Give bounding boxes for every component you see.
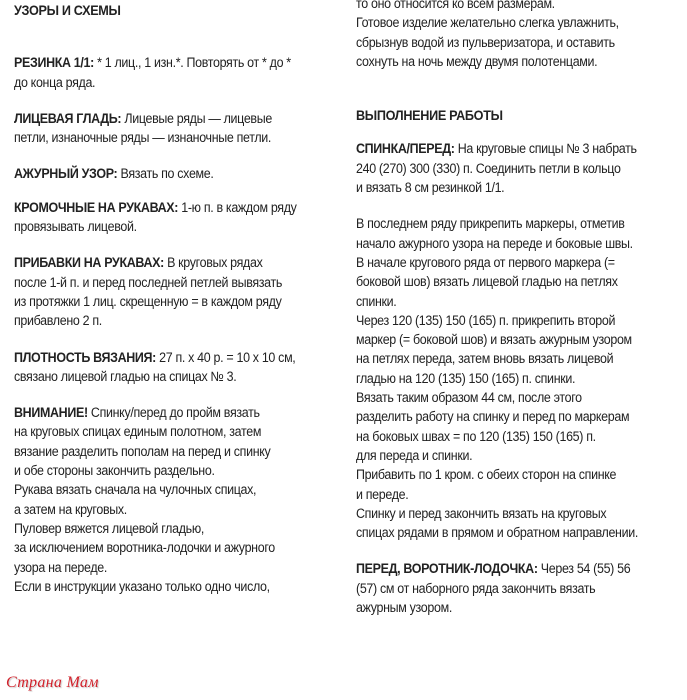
entry-label: СПИНКА/ПЕРЕД:: [356, 141, 455, 157]
entry-label: ЛИЦЕВАЯ ГЛАДЬ:: [14, 110, 122, 126]
entry-text: Спинку/перед до пройм вязать: [87, 405, 260, 421]
entry-text: Вязать по схеме.: [117, 166, 214, 182]
paragraph-line: сохнуть на ночь между двумя полотенцами.: [356, 53, 598, 69]
paragraph-line: Спинку и перед закончить вязать на круговых: [356, 505, 607, 521]
paragraph-line: для переда и спинки.: [356, 447, 473, 463]
entry-text: за исключением воротника-лодочки и ажурного: [14, 540, 275, 556]
entry-back-front: [356, 139, 682, 197]
paragraph-line: сбрызнув водой из пульверизатора, и оставить: [356, 34, 615, 50]
entry-text: Рукава вязать сначала на чулочных спицах,: [14, 482, 257, 498]
entry-text: до конца ряда.: [14, 74, 96, 90]
section-title-work: ВЫПОЛНЕНИЕ РАБОТЫ: [356, 108, 503, 124]
right-column: [356, 0, 682, 617]
paragraph-line: то оно относится ко всем размерам.: [356, 0, 555, 11]
entry-text: провязывать лицевой.: [14, 219, 137, 235]
entry-label: РЕЗИНКА 1/1:: [14, 55, 94, 71]
entry-label: ПЛОТНОСТЬ ВЯЗАНИЯ:: [14, 349, 156, 365]
entry-text: петли, изнаночные ряды — изнаночные петли.: [14, 130, 272, 146]
entry-text: В круговых рядах: [163, 255, 263, 271]
paragraph-line: В начале кругового ряда от первого маркера (=: [356, 254, 615, 270]
entry-selvage: [14, 198, 330, 237]
left-column: [14, 0, 330, 596]
entry-front-collar: [356, 559, 682, 617]
paragraph-line: разделить работу на спинку и перед по маркерам: [356, 409, 630, 425]
entry-rib: [14, 53, 330, 92]
paragraph-line: Вязать таким образом 44 см, после этого: [356, 390, 582, 406]
entry-text: На круговые спицы № 3 набрать: [454, 141, 637, 157]
entry-increases: [14, 253, 330, 330]
instructions-paragraph: [356, 214, 682, 542]
section-title-patterns: УЗОРЫ И СХЕМЫ: [14, 3, 121, 18]
paragraph-line: гладью на 120 (135) 150 (165) п. спинки.: [356, 370, 576, 386]
entry-text: 27 п. х 40 р. = 10 х 10 см,: [155, 349, 296, 365]
entry-text: прибавлено 2 п.: [14, 313, 102, 329]
entry-label: АЖУРНЫЙ УЗОР:: [14, 166, 118, 182]
paragraph-line: Через 120 (135) 150 (165) п. прикрепить второй: [356, 312, 616, 328]
paragraph-line: начало ажурного узора на переде и боковые швы.: [356, 235, 633, 251]
entry-text: вязание разделить пополам на перед и спинку: [14, 443, 271, 459]
paragraph-line: спинки.: [356, 293, 397, 309]
entry-text: после 1-й п. и перед последней петлей вывязать: [14, 274, 283, 290]
entry-label: КРОМОЧНЫЕ НА РУКАВАХ:: [14, 199, 179, 215]
entry-text: и обе стороны закончить раздельно.: [14, 463, 215, 479]
entry-text: связано лицевой гладью на спицах № 3.: [14, 368, 237, 384]
intro-paragraph: [356, 0, 682, 71]
entry-text: ажурным узором.: [356, 600, 452, 616]
entry-text: (57) см от наборного ряда закончить вязать: [356, 580, 596, 596]
paragraph-line: маркер (= боковой шов) и вязать ажурным узором: [356, 332, 632, 348]
entry-attention: [14, 403, 330, 596]
paragraph-line: спицах рядами в прямом и обратном направлении.: [356, 525, 639, 541]
entry-label: ПРИБАВКИ НА РУКАВАХ:: [14, 255, 164, 271]
paragraph-line: В последнем ряду прикрепить маркеры, отметив: [356, 216, 625, 232]
entry-text: узора на переде.: [14, 559, 107, 575]
entry-text: из протяжки 1 лиц. скрещенную = в каждом ряду: [14, 293, 282, 309]
entry-lace: [14, 164, 330, 183]
watermark-logo: Страна Мам: [6, 674, 99, 691]
paragraph-line: боковой шов) вязать лицевой гладью на петлях: [356, 274, 618, 290]
entry-label: ВНИМАНИЕ!: [14, 405, 88, 421]
entry-text: 1-ю п. в каждом ряду: [178, 199, 297, 215]
entry-text: Пуловер вяжется лицевой гладью,: [14, 520, 204, 536]
entry-text: а затем на круговых.: [14, 501, 127, 517]
entry-text: Лицевые ряды — лицевые: [121, 110, 272, 126]
paragraph-line: и переде.: [356, 486, 409, 502]
paragraph-line: Готовое изделие желательно слегка увлажнить,: [356, 15, 619, 31]
entry-label: ПЕРЕД, ВОРОТНИК-ЛОДОЧКА:: [356, 561, 538, 577]
entry-text: на круговых спицах единым полотном, затем: [14, 424, 262, 440]
paragraph-line: на петлях переда, затем вновь вязать лицевой: [356, 351, 614, 367]
entry-text: и вязать 8 см резинкой 1/1.: [356, 180, 505, 196]
entry-gauge: [14, 348, 330, 387]
paragraph-line: Прибавить по 1 кром. с обеих сторон на спинке: [356, 467, 617, 483]
paragraph-line: на боковых швах = по 120 (135) 150 (165) п.: [356, 428, 596, 444]
entry-text: 240 (270) 300 (330) п. Соединить петли в кольцо: [356, 160, 621, 176]
entry-text: Через 54 (55) 56: [537, 561, 631, 577]
entry-text: Если в инструкции указано только одно число,: [14, 578, 270, 594]
entry-stockinette: [14, 109, 330, 148]
entry-text: * 1 лиц., 1 изн.*. Повторять от * до *: [93, 55, 291, 71]
